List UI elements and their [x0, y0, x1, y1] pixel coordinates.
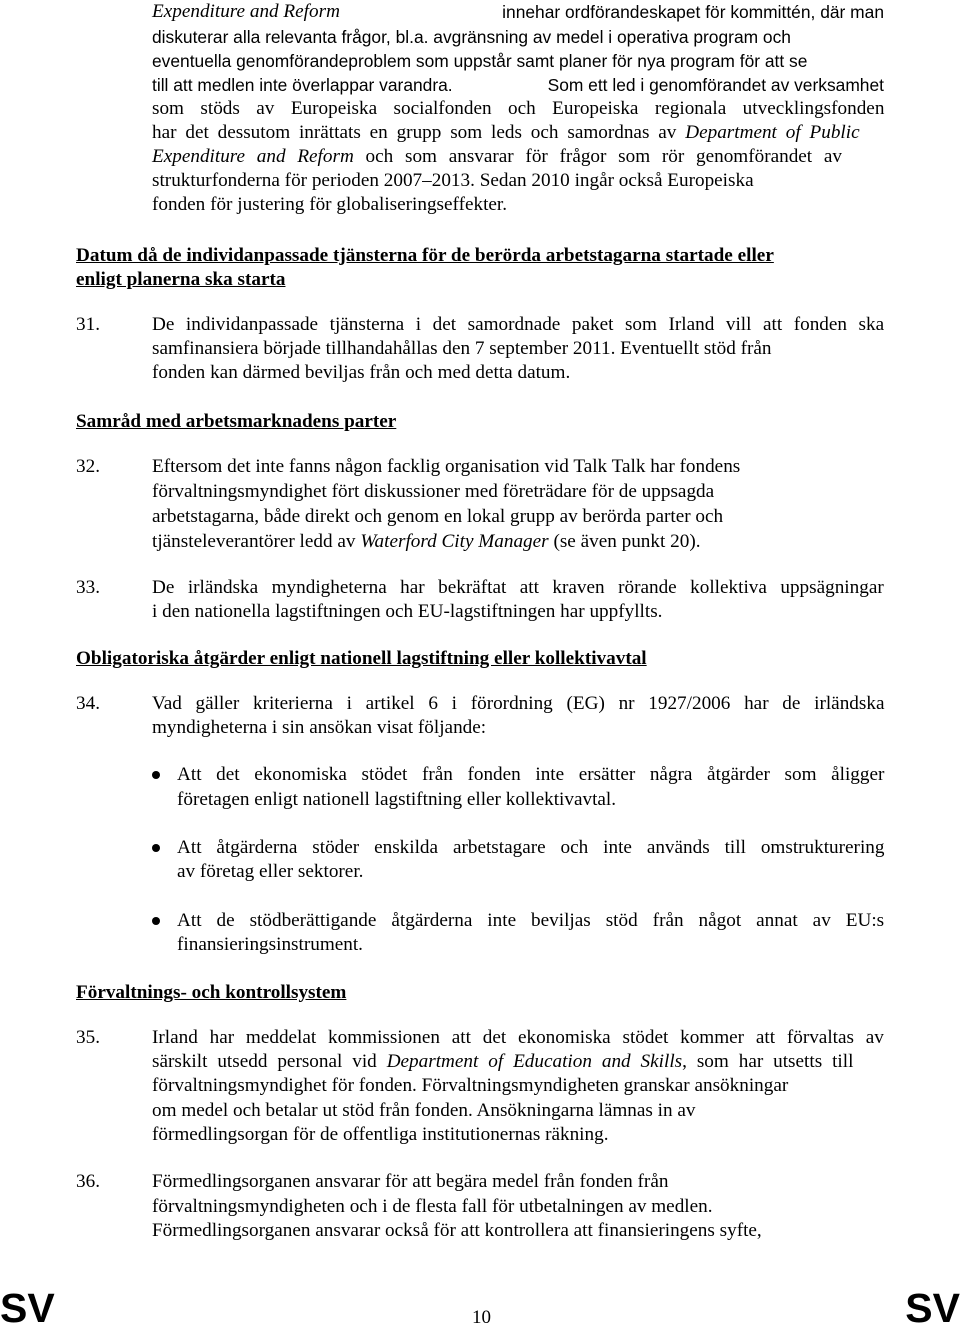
p34-line-1: Vad gäller kriterierna i artikel 6 i förordning (EG) nr 1927/2006 har de irländska — [152, 693, 885, 714]
page-number: 10 — [472, 1307, 491, 1328]
section-heading-forvaltning: Förvaltnings- och kontrollsystem — [76, 982, 347, 1003]
p35-line-1: Irland har meddelat kommissionen att det ekonomiska stödet kommer att förvaltas av — [152, 1027, 884, 1048]
p35-line-2: särskilt utsedd personal vid Department of Education and Skills, som har utsetts till — [152, 1051, 854, 1072]
p35-line-4: om medel och betalar ut stöd från fonden. Ansökningarna lämnas in av — [152, 1100, 696, 1121]
section-heading-datum-1: Datum då de individanpassade tjänsterna för de berörda arbetstagarna startade eller — [76, 245, 774, 266]
p32-line-4: tjänsteleverantörer ledd av Waterford City Manager (se även punkt 20). — [152, 531, 701, 552]
top-line-5: som stöds av Europeiska socialfonden och Europeiska regionala utvecklingsfonden — [152, 98, 885, 119]
bullet-item-2-line-1: Att åtgärderna stöder enskilda arbetstagare och inte används till omstrukturering — [177, 837, 885, 858]
italic-ref: Expenditure and Reform — [152, 1, 340, 22]
top-line-3: eventuella genomförandeproblem som uppstår samt planer för nya program för att se — [152, 51, 808, 71]
top-line-8: strukturfonderna för perioden 2007–2013. Sedan 2010 ingår också Europeiska — [152, 170, 754, 191]
p32-line-2: förvaltningsmyndighet fört diskussioner med företrädare för de uppsagda — [152, 481, 715, 502]
footer-language-right: SV — [905, 1285, 960, 1331]
bullet-item-3-line-1: Att de stödberättigande åtgärderna inte beviljas stöd från något annat av EU:s — [177, 910, 885, 931]
bullet-item-1-line-1: Att det ekonomiska stödet från fonden inte ersätter några åtgärder som åligger — [177, 764, 885, 785]
top-line-4: till att medlen inte överlappar varandra. Som ett led i genomförandet av verksamhet — [152, 75, 884, 95]
top-line-1: Expenditure and Reform innehar ordförandeskapet för kommittén, där man — [152, 1, 884, 22]
paragraph-number: 33. — [76, 577, 100, 598]
section-heading-datum-2: enligt planerna ska starta — [76, 269, 286, 290]
p36-line-3: Förmedlingsorganen ansvarar också för att kontrollera att finansieringens syfte, — [152, 1220, 762, 1241]
footer-language-left: SV — [0, 1285, 55, 1331]
section-heading-samrad: Samråd med arbetsmarknadens parter — [76, 411, 397, 432]
p36-line-2: förvaltningsmyndigheten och i de flesta fall för utbetalningen av medlen. — [152, 1196, 713, 1217]
bullet-icon — [152, 771, 160, 779]
paragraph-number: 32. — [76, 456, 100, 477]
top-line-2: diskuterar alla relevanta frågor, bl.a. avgränsning av medel i operativa program och — [152, 27, 791, 47]
p33-line-1: De irländska myndigheterna har bekräftat att kraven rörande kollektiva uppsägningar — [152, 577, 884, 598]
paragraph-number: 36. — [76, 1171, 100, 1192]
p36-line-1: Förmedlingsorganen ansvarar för att begära medel från fonden från — [152, 1171, 669, 1192]
p35-line-3: förvaltningsmyndighet för fonden. Förvaltningsmyndigheten granskar ansökningar — [152, 1075, 789, 1096]
paragraph-number: 31. — [76, 314, 100, 335]
p33-line-2: i den nationella lagstiftningen och EU-lagstiftningen har uppfyllts. — [152, 601, 663, 622]
bullet-item-2-line-2: av företag eller sektorer. — [177, 861, 364, 882]
bullet-item-1-line-2: företagen enligt nationell lagstiftning eller kollektivavtal. — [177, 789, 617, 810]
top-line-7: Expenditure and Reform och som ansvarar för frågor som rör genomförandet av — [152, 146, 842, 167]
p34-line-2: myndigheterna i sin ansökan visat följande: — [152, 717, 487, 738]
bullet-icon — [152, 844, 160, 852]
paragraph-number: 35. — [76, 1027, 100, 1048]
p31-line-1: De individanpassade tjänsterna i det samordnade paket som Irland vill att fonden ska — [152, 314, 885, 335]
p32-line-1: Eftersom det inte fanns någon facklig organisation vid Talk Talk har fondens — [152, 456, 741, 477]
top-line-6: har det dessutom inrättats en grupp som leds och samordnas av Department of Public — [152, 122, 860, 143]
section-heading-obligatoriska: Obligatoriska åtgärder enligt nationell lagstiftning eller kollektivavtal — [76, 648, 647, 669]
p31-line-2: samfinansiera började tillhandahållas den 7 september 2011. Eventuellt stöd från — [152, 338, 772, 359]
p31-line-3: fonden kan därmed beviljas från och med detta datum. — [152, 362, 571, 383]
bullet-item-3-line-2: finansieringsinstrument. — [177, 934, 363, 955]
bullet-icon — [152, 917, 160, 925]
p35-line-5: förmedlingsorgan för de offentliga institutionernas räkning. — [152, 1124, 609, 1145]
p32-line-3: arbetstagarna, både direkt och genom en lokal grupp av berörda parter och — [152, 506, 724, 527]
paragraph-number: 34. — [76, 693, 100, 714]
top-line-9: fonden för justering för globaliseringseffekter. — [152, 194, 508, 215]
